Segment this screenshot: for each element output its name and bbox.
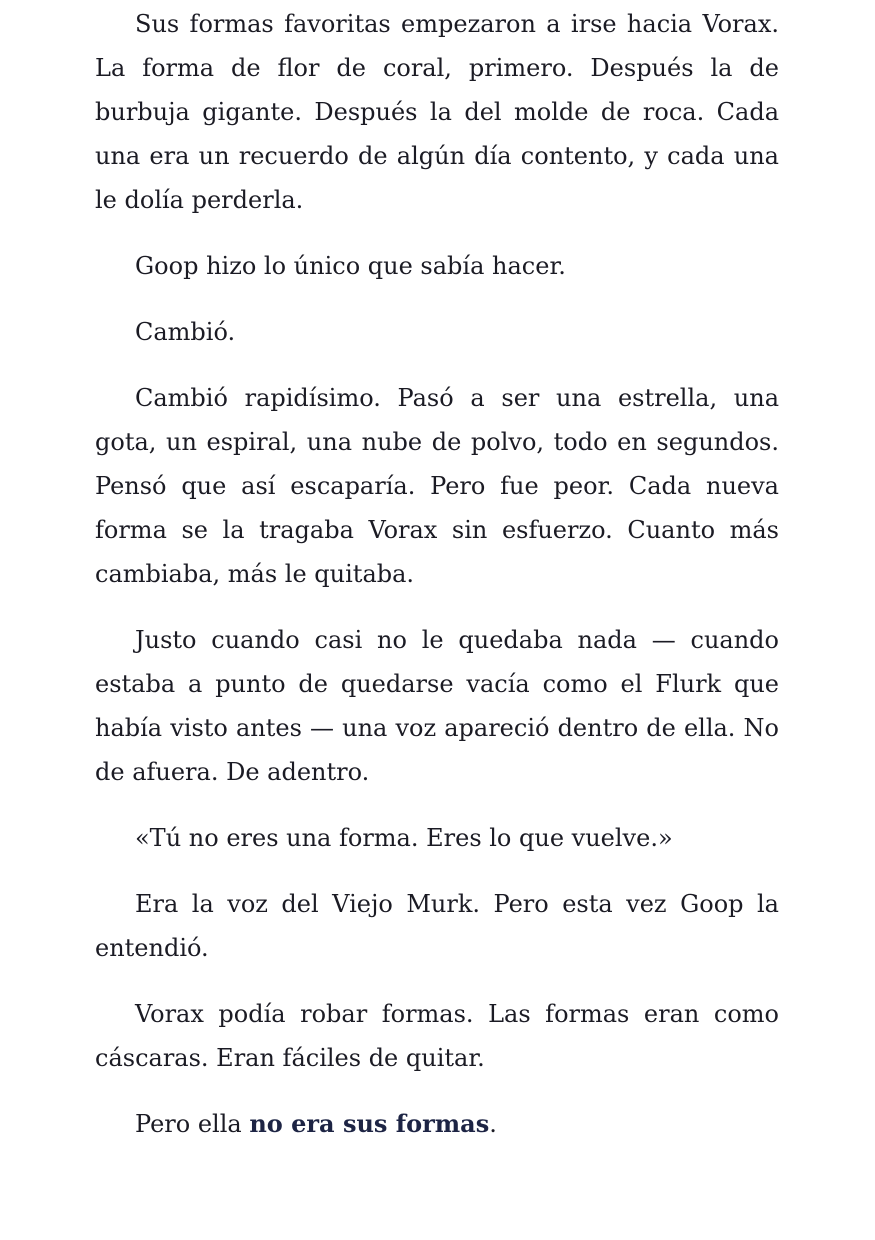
paragraph-9 (95, 1102, 779, 1146)
paragraph-6: «Tú no eres una forma. Eres lo que vuelve.» (135, 824, 673, 852)
paragraph-3: Cambió. (135, 318, 236, 346)
paragraph-9-end: . (489, 1110, 497, 1138)
paragraph-9-lead: Pero ella (135, 1110, 250, 1138)
paragraph-1: Sus formas favoritas empezaron a irse hacia Vorax. La forma de flor de coral, primero. Después la de burbuja gigante. Después la del molde de roca. Cada una era un recuerdo de algún día contento, y cada una le dolía perderla. (95, 10, 779, 214)
document-page (95, 2, 779, 1168)
paragraph-2: Goop hizo lo único que sabía hacer. (135, 252, 566, 280)
paragraph-5: Justo cuando casi no le quedaba nada — cuando estaba a punto de quedarse vacía como el Flurk que había visto antes — una voz apareció dentro de ella. No de afuera. De adentro. (95, 626, 779, 786)
paragraph-7: Era la voz del Viejo Murk. Pero esta vez Goop la entendió. (95, 890, 779, 962)
emphasis-text: no era sus formas (249, 1109, 490, 1138)
paragraph-4: Cambió rapidísimo. Pasó a ser una estrella, una gota, un espiral, una nube de polvo, todo en segundos. Pensó que así escaparía. Pero fue peor. Cada nueva forma se la tragaba Vorax sin esfuerzo. Cuanto más cambiaba, más le quitaba. (95, 384, 779, 588)
paragraph-8: Vorax podía robar formas. Las formas eran como cáscaras. Eran fáciles de quitar. (95, 1000, 779, 1072)
